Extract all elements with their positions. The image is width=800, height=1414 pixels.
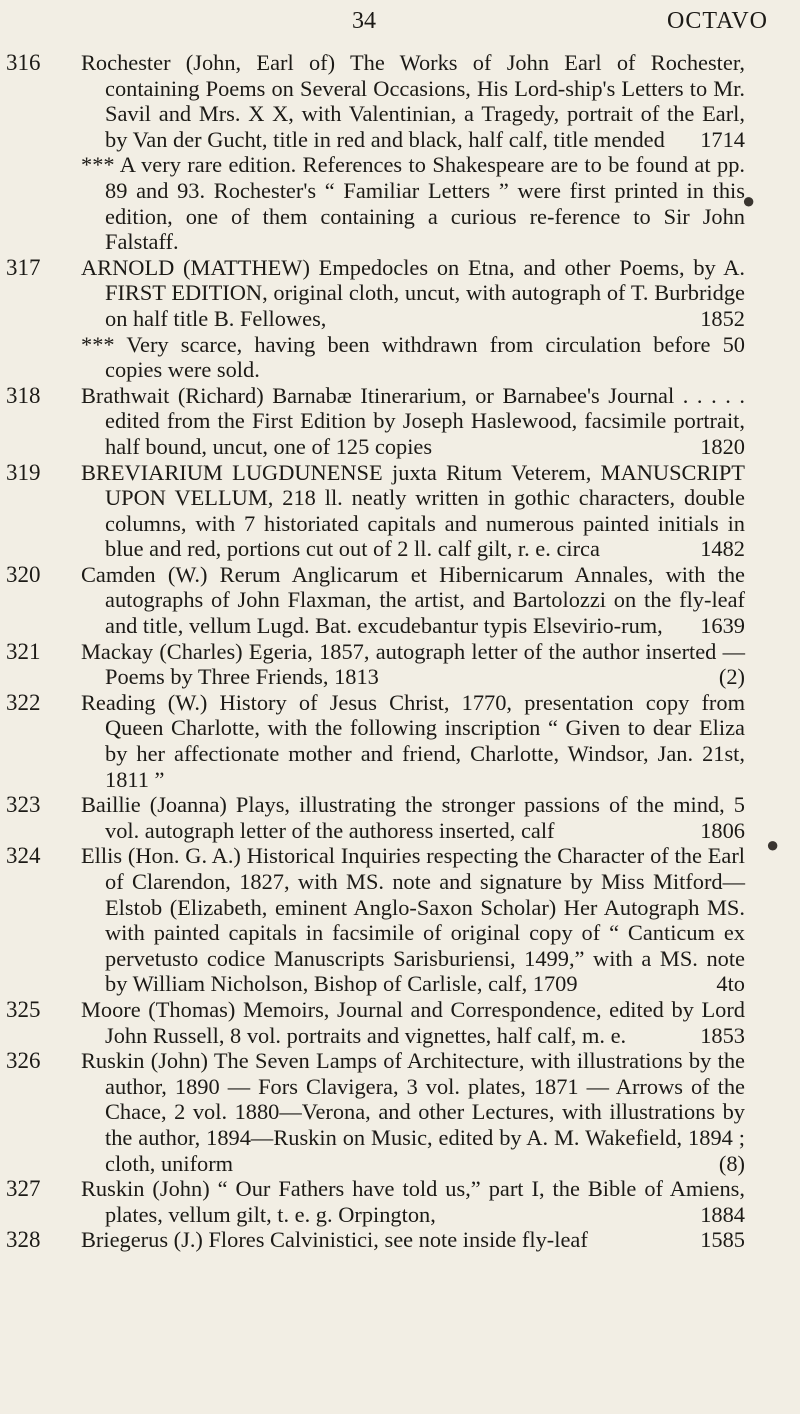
entry-text: Ruskin (John) The Seven Lamps of Architecture, with illustrations by the author, 1890 — Fors Clavigera, 3 vol. plates, 1871 — Arrows of the Chace, 2 vol. 1880—Verona, and other Lectures, with illustrations by the author, 1894—Ruskin on Music, edited by A. M. Wakefield, 1894 ; cloth, uniform [81,1048,745,1176]
entry-date: 4to [716,971,745,997]
entry-text: Ruskin (John) “ Our Fathers have told us,” part I, the Bible of Amiens, plates, vellum gilt, t. e. g. Orpington, [81,1176,745,1227]
entry-date: 1853 [700,1022,745,1048]
entry-text: Camden (W.) Rerum Anglicarum et Hibernicarum Annales, with the autographs of John Flaxman, the artist, and Bartolozzi on the fly-leaf and title, vellum Lugd. Bat. excudebantur typis Elsevirio-rum, [81,561,745,639]
catalogue-entry [0,255,800,383]
lot-number: 323 [6,792,41,818]
lot-number: 326 [6,1048,41,1074]
lot-number: 317 [6,254,41,280]
entry-date: 1714 [700,126,745,152]
entry-date: 1806 [700,817,745,843]
margin-mark-icon: ● [742,188,756,213]
entry-text: Brathwait (Richard) Barnabæ Itinerarium, or Barnabee's Journal . . . . . edited from the First Edition by Joseph Haslewood, facsimile portrait, half bound, uncut, one of 125 copies [81,382,745,459]
catalogue-entry [0,639,800,690]
lot-number: 324 [6,843,41,869]
catalogue-entry [0,792,800,843]
catalogue-entry [0,383,800,460]
entry-date: 1884 [700,1201,745,1227]
lot-number: 322 [6,689,41,715]
lot-number: 327 [6,1176,41,1202]
lot-number: 320 [6,561,41,587]
entry-text: Baillie (Joanna) Plays, illustrating the stronger passions of the mind, 5 vol. autograph letter of the authoress inserted, calf [81,792,745,843]
page-number: 34 [352,8,376,34]
entry-text: BREVIARIUM LUGDUNENSE juxta Ritum Veterem, MANUSCRIPT UPON VELLUM, 218 ll. neatly written in gothic characters, double columns, with 7 historiated capitals and numerous painted initials in blue and red, portions cut out of 2 ll. calf gilt, r. e. circa [81,459,745,562]
lot-number: 325 [6,996,41,1022]
catalogue-entries [0,50,800,1253]
page-header [0,0,800,50]
entry-text: Reading (W.) History of Jesus Christ, 1770, presentation copy from Queen Charlotte, with the following inscription “ Given to dear Eliza by her affectionate mother and friend, Charlotte, Windsor, Jan. 21st, 1811 ” [81,689,745,792]
entry-text: ARNOLD (MATTHEW) Empedocles on Etna, and other Poems, by A. FIRST EDITION, original cloth, uncut, with autograph of T. Burbridge on half title B. Fellowes, [81,254,745,331]
entry-text: Rochester (John, Earl of) The Works of John Earl of Rochester, containing Poems on Several Occasions, His Lord-ship's Letters to Mr. Savil and Mrs. X X, with Valentinian, a Tragedy, portrait of the Earl, by Van der Gucht, title in red and black, half calf, title mended [81,50,745,152]
lot-number: 321 [6,638,41,664]
entry-date: 1482 [700,536,745,562]
entry-text: Moore (Thomas) Memoirs, Journal and Correspondence, edited by Lord John Russell, 8 vol. portraits and vignettes, half calf, m. e. [81,996,745,1048]
catalogue-entry [0,460,800,562]
catalogue-entry [0,562,800,639]
margin-mark-icon: ● [766,832,780,857]
entry-date: 1852 [700,305,745,331]
section-title: OCTAVO [667,8,768,34]
lot-number: 316 [6,50,41,75]
entry-date: 1585 [700,1227,745,1253]
catalogue-entry [0,690,800,792]
entry-note: *** A very rare edition. References to Shakespeare are to be found at pp. 89 and 93. Rochester's “ Familiar Letters ” were first printed in this edition, one of them containing a curious re-ference to Sir John Falstaff. [81,152,745,255]
entry-text: Briegerus (J.) Flores Calvinistici, see note inside fly-leaf [81,1227,588,1253]
entry-date: 1639 [700,613,745,639]
lot-number: 318 [6,382,41,408]
entry-date: (8) [718,1150,745,1176]
catalogue-entry [0,1176,800,1227]
entry-date: (2) [718,664,745,690]
catalogue-entry [0,1227,800,1253]
entry-note: *** Very scarce, having been withdrawn from circulation before 50 copies were sold. [81,331,745,383]
entry-date: 1820 [700,433,745,459]
lot-number: 319 [6,459,41,485]
catalogue-entry [0,997,800,1048]
lot-number: 328 [6,1227,41,1253]
catalogue-entry [0,1048,800,1176]
catalogue-entry [0,843,800,997]
entry-text: Mackay (Charles) Egeria, 1857, autograph letter of the author inserted —Poems by Three Friends, 1813 [81,638,745,690]
entry-text: Ellis (Hon. G. A.) Historical Inquiries respecting the Character of the Earl of Clarendon, 1827, with MS. note and signature by Miss Mitford—Elstob (Elizabeth, eminent Anglo-Saxon Scholar) Her Autograph MS. with painted capitals in facsimile of original copy of “ Canticum ex pervetusto codice Manuscripts Sarisburiensi, 1499,” with a MS. note by William Nicholson, Bishop of Carlisle, calf, 1709 [81,843,745,997]
catalogue-entry [0,50,800,255]
